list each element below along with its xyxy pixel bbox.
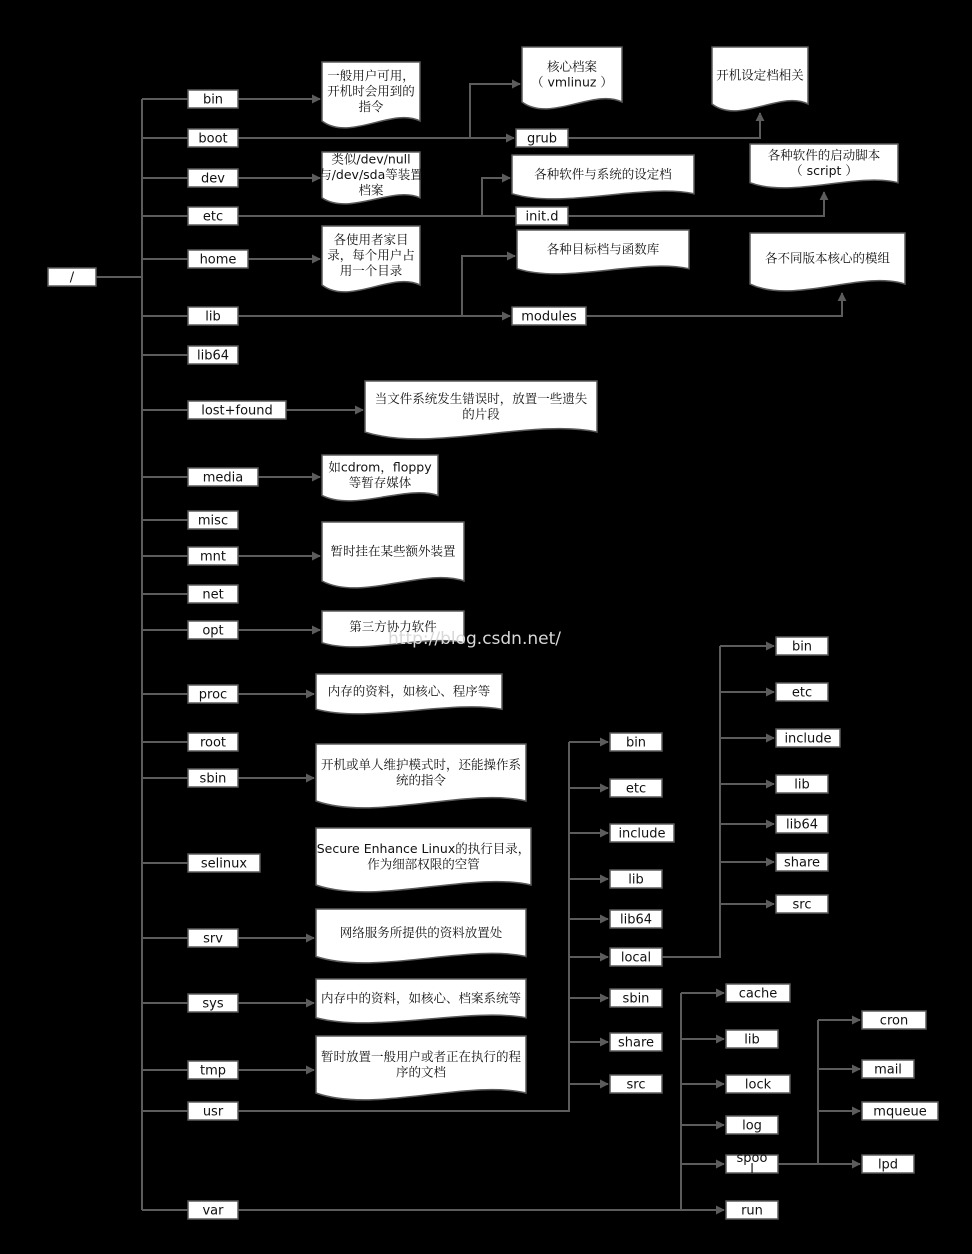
note-sbin <box>316 744 526 808</box>
usr-bin[interactable] <box>610 733 662 751</box>
local-lib64[interactable] <box>776 815 828 833</box>
dir-sys-label: sys <box>202 996 224 1012</box>
dir-net[interactable] <box>188 585 238 603</box>
usr-local-label: local <box>620 950 652 966</box>
dir-lib-label: lib <box>205 309 221 325</box>
note-lib-func <box>517 230 689 274</box>
local-lib[interactable] <box>776 775 828 793</box>
note-home <box>322 226 420 292</box>
usr-include[interactable] <box>610 824 674 842</box>
usr-local[interactable] <box>610 948 662 966</box>
spool-mail[interactable] <box>862 1060 914 1078</box>
var-bus <box>238 993 681 1210</box>
note-lib-func-line: 各种目标档与函数库 <box>546 241 660 257</box>
note-modules-desc <box>750 233 905 291</box>
dir-selinux-label: selinux <box>200 856 248 872</box>
note-lost-found-line: 当文件系统发生错误时，放置一些遗失 <box>374 390 588 406</box>
note-proc-line: 内存的资料，如核心、程序等 <box>327 683 491 699</box>
note-lost-found <box>365 381 597 439</box>
usr-bin-label: bin <box>625 735 647 751</box>
var-lib[interactable] <box>726 1030 778 1048</box>
local-share-label: share <box>783 855 821 871</box>
var-cache[interactable] <box>726 984 790 1002</box>
note-dev-line: 类似/dev/null <box>331 151 411 167</box>
note-lost-found-line: 的片段 <box>462 406 500 422</box>
local-bin-label: bin <box>791 639 813 655</box>
spool-lpd-label: lpd <box>877 1157 899 1173</box>
note-media-line: 如cdrom，floppy <box>328 459 432 475</box>
note-proc <box>316 674 502 714</box>
usr-lib64-label: lib64 <box>619 912 653 928</box>
var-log[interactable] <box>726 1116 778 1134</box>
dir-proc[interactable] <box>188 685 238 703</box>
note-tmp-line: 暂时放置一般用户或者正在执行的程 <box>320 1048 522 1064</box>
dir-lost-found-label: lost+found <box>201 403 273 419</box>
watermark: http://blog.csdn.net/ <box>388 629 561 649</box>
dir-tmp-label: tmp <box>199 1063 227 1079</box>
dir-sbin[interactable] <box>188 769 238 787</box>
spool-cron-label: cron <box>879 1013 909 1029</box>
local-bus <box>662 646 720 957</box>
dir-bin[interactable] <box>188 90 238 108</box>
local-src[interactable] <box>776 895 828 913</box>
usr-etc[interactable] <box>610 779 662 797</box>
usr-share-label: share <box>617 1035 655 1051</box>
note-kernel <box>522 47 622 109</box>
usr-lib[interactable] <box>610 870 662 888</box>
note-bin <box>322 62 420 128</box>
dir-srv-label: srv <box>203 931 223 947</box>
note-home-line: 录，每个用户占 <box>327 247 415 263</box>
dir-root-label: root <box>199 735 227 751</box>
note-modules-desc-line: 各不同版本核心的模组 <box>764 250 891 266</box>
dir-tmp[interactable] <box>188 1061 238 1079</box>
note-bin-line: 开机时会用到的 <box>327 83 415 99</box>
local-etc[interactable] <box>776 683 828 701</box>
local-lib64-label: lib64 <box>785 817 819 833</box>
note-home-line: 各使用者家目 <box>333 232 409 247</box>
note-grub-conf-line: 开机设定档相关 <box>716 67 804 83</box>
spool-mqueue[interactable] <box>862 1102 938 1120</box>
node-init-d[interactable] <box>516 207 568 225</box>
note-selinux-line: 作为细部权限的空管 <box>367 856 480 872</box>
dir-net-label: net <box>202 587 224 603</box>
note-etc-conf <box>512 155 694 199</box>
dir-srv[interactable] <box>188 929 238 947</box>
dir-sbin-label: sbin <box>199 771 227 787</box>
dir-lib64-label: lib64 <box>196 348 230 364</box>
note-mnt-line: 暂时挂在某些额外装置 <box>330 543 456 559</box>
usr-sbin[interactable] <box>610 989 662 1007</box>
dir-opt[interactable] <box>188 621 238 639</box>
var-lib-label: lib <box>744 1032 760 1048</box>
dir-selinux[interactable] <box>188 854 260 872</box>
note-selinux-line: Secure Enhance Linux的执行目录， <box>316 840 531 856</box>
var-lock[interactable] <box>726 1075 790 1093</box>
note-media-line: 等暂存媒体 <box>348 474 412 490</box>
usr-lib-label: lib <box>628 872 644 888</box>
dir-dev-label: dev <box>201 171 225 187</box>
description-notes <box>316 47 905 1100</box>
dir-usr-label: usr <box>202 1104 224 1120</box>
node-grub[interactable] <box>516 129 568 147</box>
note-kernel-line: （ vmlinuz ） <box>531 74 613 90</box>
root-node-label: / <box>69 270 75 286</box>
note-opt-line: 第三方协力软件 <box>349 618 437 634</box>
note-sbin-line: 统的指令 <box>395 772 447 788</box>
note-sys <box>316 979 526 1023</box>
var-run[interactable] <box>726 1201 778 1219</box>
dir-bin-label: bin <box>202 92 224 108</box>
arrow-modules-desc <box>586 293 842 316</box>
arrow-lib-func <box>462 256 515 316</box>
local-share[interactable] <box>776 853 828 871</box>
arrow-etc-conf <box>482 178 510 216</box>
arrow-boot-kernel <box>470 84 520 138</box>
node-modules[interactable] <box>512 307 586 325</box>
usr-src-label: src <box>626 1077 646 1093</box>
node-grub-label: grub <box>526 131 558 147</box>
spool-lpd[interactable] <box>862 1155 914 1173</box>
dir-usr[interactable] <box>188 1102 238 1120</box>
note-tmp-line: 序的文档 <box>395 1064 447 1080</box>
dir-mnt-label: mnt <box>200 549 226 565</box>
node-init-d-label: init.d <box>525 209 559 225</box>
dir-media-label: media <box>202 470 244 486</box>
note-selinux <box>316 828 531 892</box>
dir-home-label: home <box>199 252 237 268</box>
note-mnt <box>322 522 464 588</box>
local-lib-label: lib <box>794 777 810 793</box>
dir-media[interactable] <box>188 468 258 486</box>
note-media <box>322 455 438 501</box>
var-spool-label: spoo l <box>736 1151 768 1177</box>
dir-var-label: var <box>202 1203 224 1219</box>
dir-misc-label: misc <box>197 513 229 529</box>
dir-sys[interactable] <box>188 994 238 1012</box>
note-initd-script <box>750 144 898 188</box>
dir-proc-label: proc <box>198 687 228 703</box>
var-lock-label: lock <box>744 1077 772 1093</box>
dir-boot-label: boot <box>198 131 228 147</box>
note-etc-conf-line: 各种软件与系统的设定档 <box>534 166 672 182</box>
usr-lib64[interactable] <box>610 910 662 928</box>
dir-opt-label: opt <box>202 623 224 639</box>
usr-sbin-label: sbin <box>622 991 650 1007</box>
usr-share[interactable] <box>610 1033 662 1051</box>
note-dev-line: 档案 <box>358 182 384 198</box>
local-src-label: src <box>792 897 812 913</box>
dir-etc-label: etc <box>202 209 224 225</box>
local-etc-label: etc <box>791 685 813 701</box>
var-run-label: run <box>741 1203 763 1219</box>
root-node[interactable] <box>48 268 96 286</box>
node-modules-label: modules <box>521 309 577 325</box>
dir-etc[interactable] <box>188 207 238 225</box>
note-initd-script-line: 各种软件的启动脚本 <box>767 147 881 163</box>
note-sbin-line: 开机或单人维护模式时，还能操作系 <box>320 756 522 772</box>
dir-var[interactable] <box>188 1201 238 1219</box>
note-initd-script-line: （ script ） <box>790 163 858 179</box>
dir-misc[interactable] <box>188 511 238 529</box>
note-grub-conf <box>712 47 808 111</box>
var-log-label: log <box>742 1118 762 1134</box>
note-dev-line: 与/dev/sda等装置 <box>319 166 423 182</box>
local-include-label: include <box>784 731 832 747</box>
dir-dev[interactable] <box>188 169 238 187</box>
dir-lib[interactable] <box>188 307 238 325</box>
note-srv-line: 网络服务所提供的资料放置处 <box>339 924 503 940</box>
dir-mnt[interactable] <box>188 547 238 565</box>
note-tmp <box>316 1036 526 1100</box>
dir-boot[interactable] <box>188 129 238 147</box>
dir-lost-found[interactable] <box>188 401 286 419</box>
note-sys-line: 内存中的资料，如核心、档案系统等 <box>320 990 522 1006</box>
var-cache-label: cache <box>738 986 778 1002</box>
note-srv <box>316 909 526 963</box>
note-bin-line: 指令 <box>358 99 384 114</box>
dir-home[interactable] <box>188 250 248 268</box>
usr-etc-label: etc <box>625 781 647 797</box>
local-bin[interactable] <box>776 637 828 655</box>
local-include[interactable] <box>776 729 840 747</box>
spool-mail-label: mail <box>874 1062 902 1078</box>
arrow-grub-conf <box>568 113 760 138</box>
usr-src[interactable] <box>610 1075 662 1093</box>
note-kernel-line: 核心档案 <box>546 58 598 74</box>
note-bin-line: 一般用户可用， <box>327 68 415 83</box>
dir-root[interactable] <box>188 733 238 751</box>
var-spool[interactable] <box>726 1151 778 1177</box>
usr-include-label: include <box>618 826 666 842</box>
note-dev <box>319 151 423 204</box>
spool-cron[interactable] <box>862 1011 926 1029</box>
spool-mqueue-label: mqueue <box>873 1104 927 1120</box>
note-home-line: 用一个目录 <box>339 263 403 278</box>
dir-lib64[interactable] <box>188 346 238 364</box>
